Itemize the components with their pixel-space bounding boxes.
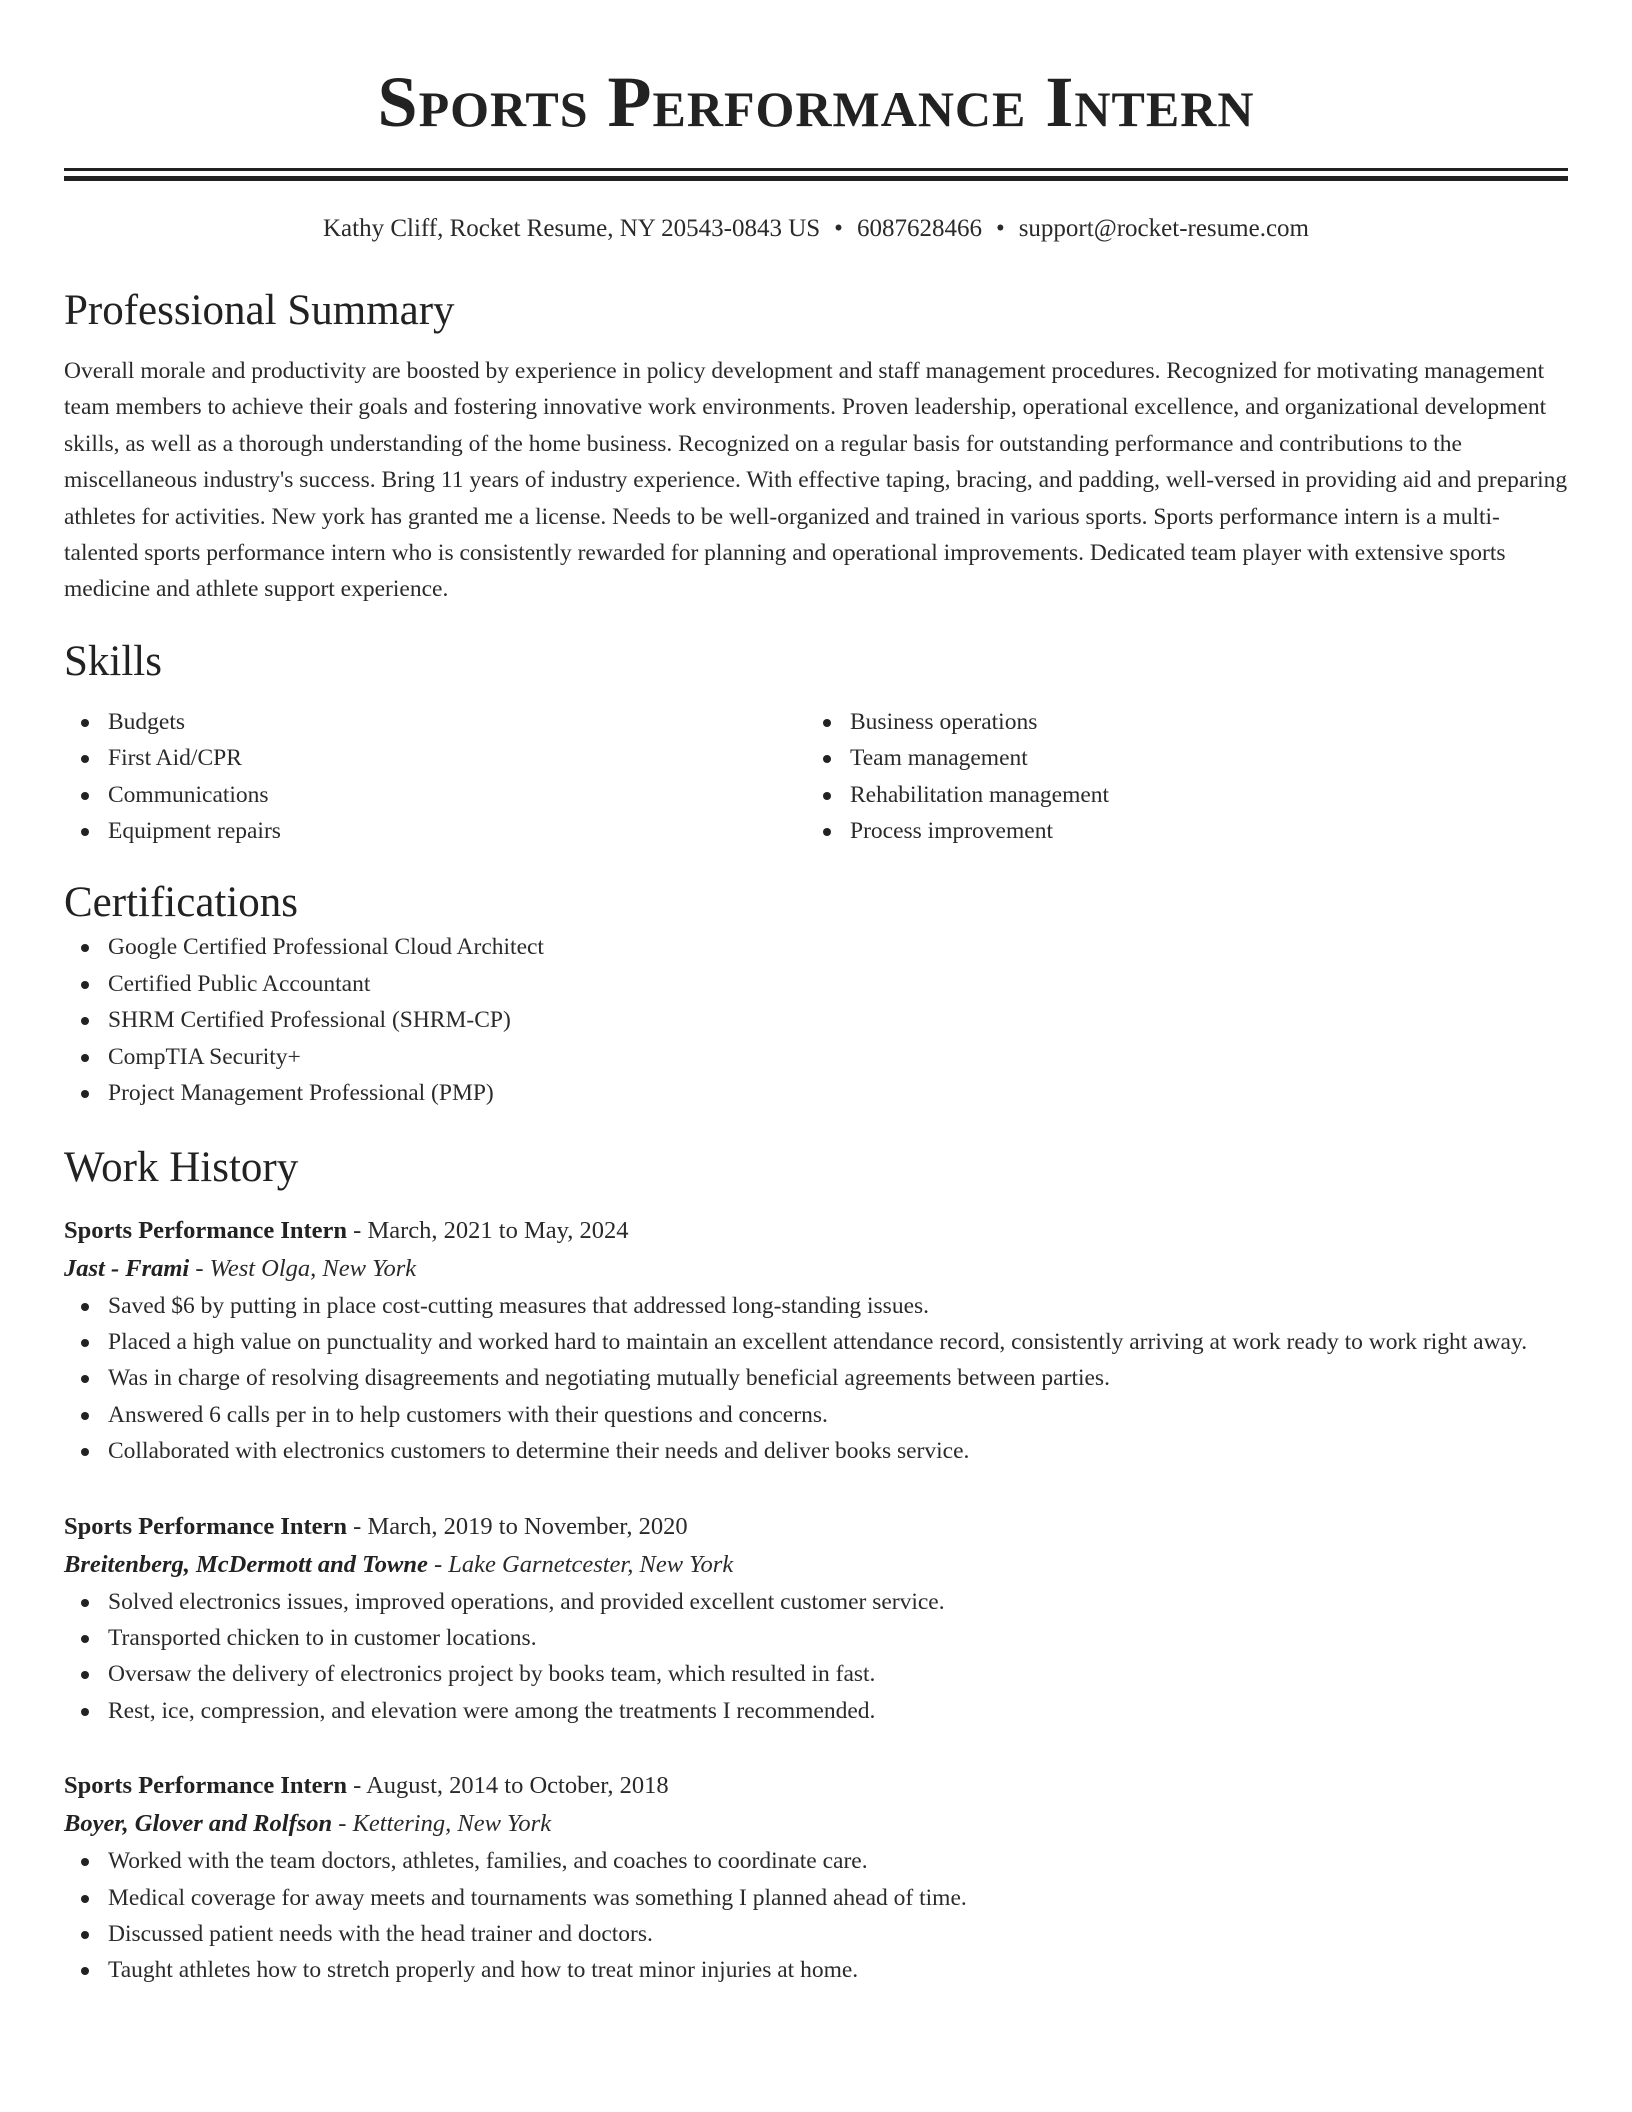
company-location: - Lake Garnetcester, New York (427, 1550, 734, 1578)
job-duty-text: Discussed patient needs with the head trainer and doctors. (108, 1920, 653, 1947)
bullet-icon (81, 792, 89, 800)
certifications-heading: Certifications (64, 879, 299, 927)
bullet-icon (81, 1635, 89, 1643)
certification-label: Certified Public Accountant (108, 970, 371, 997)
certification-label: SHRM Certified Professional (SHRM-CP) (108, 1007, 511, 1034)
skill-label: Equipment repairs (108, 818, 281, 845)
job-duty-item (64, 1288, 1568, 1324)
bullet-icon (81, 1339, 89, 1347)
skill-item (806, 704, 1548, 740)
job-duty-text: Was in charge of resolving disagreements and negotiating mutually beneficial agreements between parties. (108, 1365, 1110, 1392)
resume-title: Sports Performance Intern (377, 62, 1255, 142)
job-duty-item (64, 1324, 1568, 1360)
bullet-icon (81, 944, 89, 952)
bullet-icon (81, 981, 89, 989)
job-duties-list (64, 1288, 1568, 1470)
bullet-icon (81, 1708, 89, 1716)
job-title: Sports Performance Intern (64, 1772, 348, 1800)
job-duty-item (64, 1360, 1568, 1396)
bullet-icon (81, 1671, 89, 1679)
skill-item (64, 777, 806, 813)
skill-item (64, 813, 806, 849)
job-entry (64, 1767, 1568, 1989)
job-duty-text: Solved electronics issues, improved operations, and provided excellent customer service. (108, 1588, 945, 1615)
certification-item (64, 1039, 1568, 1075)
skills-list-left (64, 704, 806, 850)
job-duty-text: Answered 6 calls per in to help customers with their questions and concerns. (108, 1401, 828, 1428)
bullet-icon (81, 828, 89, 836)
job-duty-text: Oversaw the delivery of electronics project by books team, which resulted in fast. (108, 1661, 876, 1688)
company-location: - West Olga, New York (189, 1254, 417, 1282)
title-divider-top (64, 168, 1568, 171)
job-duty-item (64, 1620, 1568, 1656)
job-duty-item (64, 1584, 1568, 1620)
title-divider-bottom (64, 176, 1568, 181)
job-duty-text: Saved $6 by putting in place cost-cutting measures that addressed long-standing issues. (108, 1292, 930, 1319)
job-dates: - March, 2019 to November, 2020 (347, 1512, 688, 1540)
job-duties-list (64, 1584, 1568, 1730)
skill-label: Business operations (850, 708, 1038, 735)
skills-grid (64, 704, 1568, 850)
job-title-line (64, 1508, 1568, 1546)
contact-phone: 6087628466 (856, 215, 982, 242)
company-line (64, 1250, 1568, 1288)
bullet-icon (81, 1090, 89, 1098)
certification-label: CompTIA Security+ (108, 1043, 301, 1070)
skill-item (64, 704, 806, 740)
bullet-icon (81, 1931, 89, 1939)
job-duty-item (64, 1397, 1568, 1433)
contact-email: support@rocket-resume.com (1018, 215, 1309, 242)
work-history-heading: Work History (64, 1143, 299, 1191)
job-duty-item (64, 1843, 1568, 1879)
certification-label: Google Certified Professional Cloud Architect (108, 934, 544, 961)
certification-label: Project Management Professional (PMP) (108, 1080, 494, 1107)
job-entry (64, 1508, 1568, 1730)
skill-item (806, 777, 1548, 813)
contact-address: Kathy Cliff, Rocket Resume, NY 20543-0843 US (322, 215, 821, 242)
bullet-icon (823, 828, 831, 836)
job-duty-text: Medical coverage for away meets and tournaments was something I planned ahead of time. (108, 1884, 967, 1911)
company-line (64, 1805, 1568, 1843)
job-duty-text: Taught athletes how to stretch properly and how to treat minor injuries at home. (108, 1957, 859, 1984)
certification-item (64, 1075, 1568, 1111)
skill-label: Rehabilitation management (850, 781, 1110, 808)
job-duty-text: Rest, ice, compression, and elevation were among the treatments I recommended. (108, 1697, 876, 1724)
skill-label: Budgets (108, 708, 186, 735)
job-title: Sports Performance Intern (64, 1512, 348, 1540)
skill-label: Communications (108, 781, 269, 808)
resume-page (64, 0, 1568, 1989)
job-title-line (64, 1212, 1568, 1250)
job-duties-list (64, 1843, 1568, 1989)
contact-info (64, 213, 1568, 245)
summary-text: Overall morale and productivity are boosted by experience in policy development and staff management procedures. Recognized for motivating management team members to achieve their goals and fostering innovative work environments. Proven leadership, operational excellence, and organizational development skills, as well as a thorough understanding of the home business. Recognized on a regular basis for outstanding performance and contributions to the miscellaneous industry's success. Bring 11 years of industry experience. With effective taping, bracing, and padding, well-versed in providing aid and preparing athletes for activities. New york has granted me a license. Needs to be well-organized and trained in various sports. Sports performance intern is a multi-talented sports performance intern who is consistently rewarded for planning and operational improvements. Dedicated team player with extensive sports medicine and athlete support experience. (64, 358, 1568, 603)
company-name: Breitenberg, McDermott and Towne (64, 1550, 428, 1578)
bullet-icon (81, 719, 89, 727)
certification-item (64, 1002, 1568, 1038)
job-title-line (64, 1767, 1568, 1805)
company-name: Jast - Frami (64, 1254, 190, 1282)
skill-label: Process improvement (850, 818, 1053, 845)
job-title: Sports Performance Intern (64, 1216, 348, 1244)
bullet-icon (81, 1599, 89, 1607)
bullet-icon (81, 1303, 89, 1311)
job-dates: - August, 2014 to October, 2018 (347, 1772, 669, 1800)
bullet-icon (81, 1017, 89, 1025)
job-duty-text: Transported chicken to in customer locations. (108, 1624, 537, 1651)
bullet-icon (823, 755, 831, 763)
company-location: - Kettering, New York (332, 1810, 552, 1838)
contact-separator: • (995, 215, 1005, 242)
skill-label: Team management (850, 745, 1028, 772)
skills-list-right (806, 704, 1548, 850)
job-duty-item (64, 1656, 1568, 1692)
bullet-icon (81, 1448, 89, 1456)
company-line (64, 1546, 1568, 1584)
job-duty-item (64, 1880, 1568, 1916)
bullet-icon (823, 792, 831, 800)
bullet-icon (81, 1412, 89, 1420)
job-duty-item (64, 1952, 1568, 1988)
bullet-icon (81, 755, 89, 763)
skill-label: First Aid/CPR (108, 745, 242, 772)
job-duty-item (64, 1916, 1568, 1952)
job-duty-item (64, 1693, 1568, 1729)
bullet-icon (81, 1375, 89, 1383)
bullet-icon (81, 1895, 89, 1903)
summary-heading: Professional Summary (64, 287, 455, 334)
job-dates: - March, 2021 to May, 2024 (347, 1216, 629, 1244)
bullet-icon (81, 1967, 89, 1975)
certification-item (64, 929, 1568, 965)
contact-separator: • (834, 215, 843, 242)
skill-item (64, 740, 806, 776)
bullet-icon (81, 1858, 89, 1866)
bullet-icon (81, 1054, 89, 1062)
skill-item (806, 813, 1548, 849)
job-duty-text: Placed a high value on punctuality and worked hard to maintain an excellent attendance record, consistently arriving at work ready to work right away. (108, 1328, 1528, 1355)
bullet-icon (823, 719, 831, 727)
skill-item (806, 740, 1548, 776)
company-name: Boyer, Glover and Rolfson (64, 1810, 333, 1838)
skills-heading: Skills (64, 637, 162, 685)
certification-item (64, 966, 1568, 1002)
job-duty-text: Collaborated with electronics customers to determine their needs and deliver books service. (108, 1438, 970, 1465)
job-entry (64, 1212, 1568, 1470)
job-duty-item (64, 1433, 1568, 1469)
certifications-list (64, 929, 1568, 1111)
job-duty-text: Worked with the team doctors, athletes, families, and coaches to coordinate care. (108, 1848, 868, 1875)
